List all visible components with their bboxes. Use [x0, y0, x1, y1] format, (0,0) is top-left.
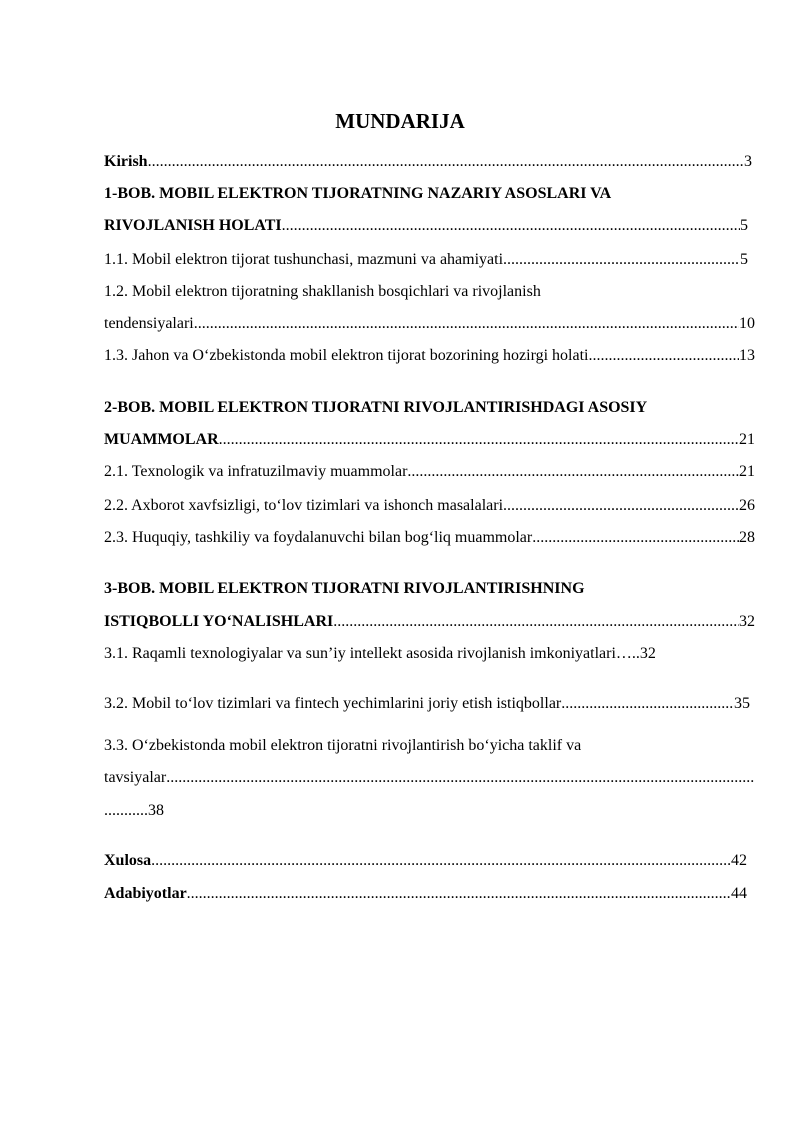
toc-entry-1-1 — [104, 250, 748, 270]
toc-entry-2-2 — [104, 496, 755, 516]
toc-leader — [333, 612, 739, 632]
toc-label: tendensiyalari — [104, 315, 194, 332]
toc-entry-kirish — [104, 152, 752, 172]
toc-page: 32 — [739, 613, 755, 630]
toc-page: 28 — [739, 529, 755, 546]
toc-entry-chapter-2 — [104, 430, 755, 450]
toc-entry-2-3 — [104, 528, 755, 548]
toc-label: Kirish — [104, 153, 148, 170]
toc-entry-2-1 — [104, 462, 755, 482]
toc-leader — [532, 528, 739, 548]
toc-leader — [187, 884, 731, 904]
toc-leader — [589, 346, 740, 366]
toc-label: 3.2. Mobil to‘lov tizimlari va fintech yechimlarini joriy etish istiqbollar — [104, 695, 562, 712]
toc-leader — [148, 152, 744, 172]
toc-page: 13 — [739, 347, 755, 364]
page-title: MUNDARIJA — [335, 109, 465, 133]
toc-page: 44 — [731, 885, 747, 902]
toc-entry-3-1 — [104, 644, 656, 664]
toc-leader — [166, 768, 755, 788]
toc-page: 5 — [740, 251, 748, 268]
toc-entry-1-2 — [104, 314, 755, 334]
toc-page: 21 — [739, 463, 755, 480]
toc-label: 2.3. Huquqiy, tashkiliy va foydalanuvchi bilan bog‘liq muammolar — [104, 529, 533, 546]
toc-label: Adabiyotlar — [104, 885, 187, 902]
chapter-2-heading: 2-BOB. MOBIL ELEKTRON TIJORATNI RIVOJLANTIRISHDAGI ASOSIY — [104, 399, 648, 416]
toc-leader — [503, 250, 740, 270]
toc-entry-xulosa — [104, 851, 747, 871]
toc-label: RIVOJLANISH HOLATI — [104, 217, 282, 234]
toc-entry-1-2-line1: 1.2. Mobil elektron tijoratning shakllanish bosqichlari va rivojlanish — [104, 283, 541, 300]
toc-page: 35 — [734, 695, 750, 712]
chapter-3-heading: 3-BOB. MOBIL ELEKTRON TIJORATNI RIVOJLANTIRISHNING — [104, 580, 585, 597]
toc-label: 2.2. Axborot xavfsizligi, to‘lov tizimlari va ishonch masalalari — [104, 497, 504, 514]
toc-label: 3.1. Raqamli texnologiyalar va sun’iy intellekt asosida rivojlanish imkoniyatlari….. — [104, 645, 640, 662]
toc-leader — [503, 496, 739, 516]
toc-page: 21 — [739, 431, 755, 448]
toc-leader — [194, 314, 739, 334]
toc-page: 26 — [739, 497, 755, 514]
toc-entry-1-3 — [104, 346, 755, 366]
toc-entry-chapter-1 — [104, 216, 748, 236]
toc-leader — [561, 694, 734, 714]
toc-leader — [407, 462, 739, 482]
toc-label: MUAMMOLAR — [104, 431, 219, 448]
toc-entry-3-3 — [104, 768, 755, 788]
toc-entry-3-3-line1: 3.3. O‘zbekistonda mobil elektron tijoratni rivojlantirish bo‘yicha taklif va — [104, 737, 582, 754]
toc-page: 42 — [731, 852, 747, 869]
toc-label: Xulosa — [104, 852, 152, 869]
toc-page: 3 — [744, 153, 752, 170]
toc-leader — [282, 216, 740, 236]
toc-entry-chapter-3 — [104, 612, 755, 632]
toc-label: tavsiyalar — [104, 769, 167, 786]
chapter-1-heading: 1-BOB. MOBIL ELEKTRON TIJORATNING NAZARIY ASOSLARI VA — [104, 185, 612, 202]
toc-label: 1.3. Jahon va O‘zbekistonda mobil elektron tijorat bozorining hozirgi holati — [104, 347, 589, 364]
toc-entry-3-2 — [104, 694, 750, 714]
toc-leader — [151, 851, 731, 871]
toc-page: 5 — [740, 217, 748, 234]
toc-page: 10 — [739, 315, 755, 332]
toc-page: 32 — [639, 645, 656, 662]
toc-label: 1.1. Mobil elektron tijorat tushunchasi, mazmuni va ahamiyati — [104, 251, 504, 268]
toc-label: 2.1. Texnologik va infratuzilmaviy muammolar — [104, 463, 408, 480]
toc-entry-adabiyotlar — [104, 884, 747, 904]
toc-leader — [219, 430, 739, 450]
toc-entry-3-3-line3: ...........38 — [104, 802, 164, 819]
toc-label: ISTIQBOLLI YO‘NALISHLARI — [104, 613, 334, 630]
